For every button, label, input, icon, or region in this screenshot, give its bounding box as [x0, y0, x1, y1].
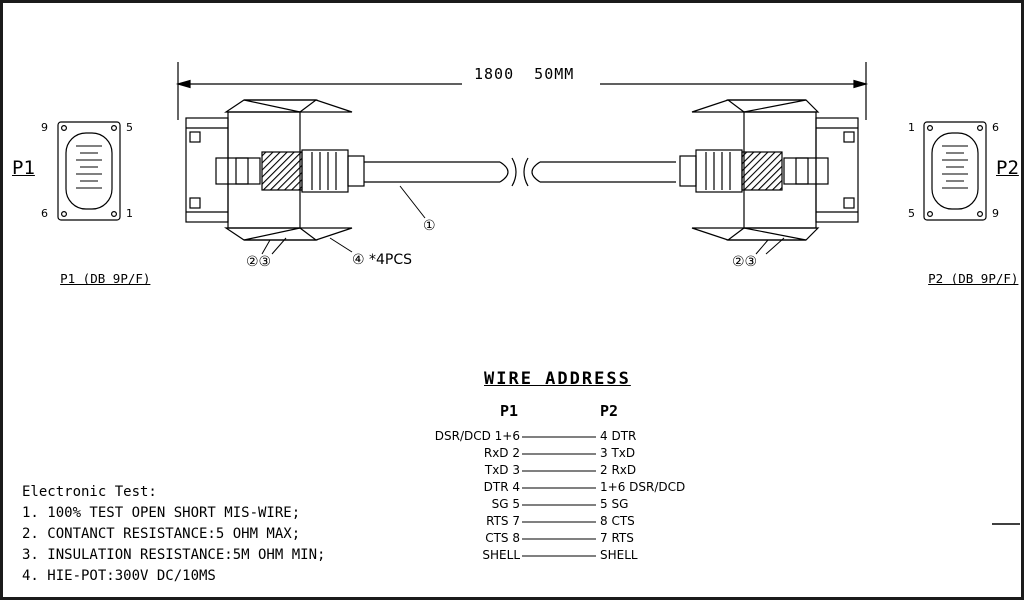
wire-row-p2: 5 SG	[600, 497, 629, 511]
right-connector-face	[924, 122, 986, 220]
left-connector-caption-text: P1 (DB 9P/F)	[60, 271, 151, 287]
wire-row-p2: 7 RTS	[600, 531, 634, 545]
electronic-test-note: 3. INSULATION RESISTANCE:5M OHM MIN;	[22, 547, 326, 563]
right-pin-1-label: 1	[908, 121, 915, 134]
cable-body	[364, 158, 676, 186]
wire-row-p1: DTR 4	[483, 480, 520, 494]
wire-row-p1: SG 5	[491, 497, 520, 511]
wire-row-p2: 3 TxD	[600, 446, 636, 460]
right-connector-caption	[898, 258, 1018, 301]
wire-row-p1: RTS 7	[486, 514, 520, 528]
left-pin-1-label: 1	[126, 207, 133, 220]
callout-screws: ④ *4PCS	[352, 252, 413, 268]
left-connector-caption	[30, 258, 150, 301]
wire-row-p2: 2 RxD	[600, 463, 637, 477]
right-connector-title: P2	[996, 157, 1019, 179]
left-connector-title: P1	[12, 157, 35, 179]
left-backshell	[186, 100, 364, 240]
wire-row-p1: RxD 2	[483, 446, 520, 460]
electronic-test-note: 4. HIE-POT:300V DC/10MS	[22, 568, 216, 584]
wire-row-p1: TxD 3	[484, 463, 520, 477]
wire-row-p2: 4 DTR	[600, 429, 637, 443]
right-pin-9-label: 9	[992, 207, 999, 220]
left-connector-face	[58, 122, 120, 220]
wire-address-title: WIRE ADDRESS	[484, 369, 631, 389]
right-pin-6-label: 6	[992, 121, 999, 134]
left-pin-6-label: 6	[41, 207, 48, 220]
wire-row-p2: SHELL	[600, 548, 638, 562]
electronic-test-title: Electronic Test:	[22, 484, 157, 500]
wire-address-col1-header: P1	[500, 402, 519, 420]
callout-cable: ①	[423, 218, 436, 234]
right-connector-caption-text: P2 (DB 9P/F)	[928, 271, 1019, 287]
wire-row-p1: SHELL	[482, 548, 520, 562]
electronic-test-note: 2. CONTANCT RESISTANCE:5 OHM MAX;	[22, 526, 301, 542]
leader-lines	[262, 186, 784, 254]
wire-address-lines	[522, 437, 596, 556]
left-pin-9-label: 9	[41, 121, 48, 134]
right-pin-5-label: 5	[908, 207, 915, 220]
wire-row-p2: 8 CTS	[600, 514, 635, 528]
wire-row-p2: 1+6 DSR/DCD	[600, 480, 686, 494]
callout-left-pair: ②③	[246, 254, 272, 270]
wire-row-p1: CTS 8	[485, 531, 520, 545]
wire-row-p1: DSR/DCD 1+6	[434, 429, 520, 443]
electronic-test-note: 1. 100% TEST OPEN SHORT MIS-WIRE;	[22, 505, 301, 521]
dimension-label: 1800 50MM	[474, 65, 575, 83]
wire-address-col2-header: P2	[600, 402, 619, 420]
right-backshell	[680, 100, 858, 240]
left-pin-5-label: 5	[126, 121, 133, 134]
callout-right-pair: ②③	[732, 254, 758, 270]
